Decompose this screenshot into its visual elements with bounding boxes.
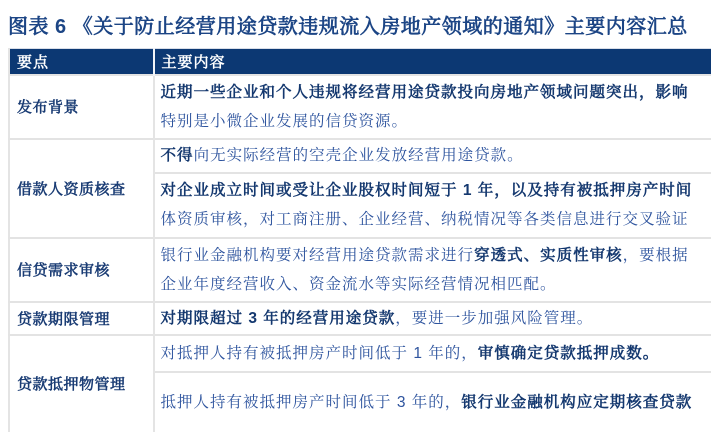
header-cell-keypoints: 要点: [9, 49, 154, 75]
row-label-borrower-check: 借款人资质核查: [9, 139, 154, 238]
content-line: 银行业金融机构要对经营用途贷款需求进行穿透式、实质性审核，要根据: [160, 246, 689, 264]
row-label-loan-term: 贷款期限管理: [9, 302, 154, 335]
content-line: 对期限超过 3 年的经营用途贷款，要进一步加强风险管理。: [160, 309, 594, 327]
row-content-collateral-2: [154, 372, 711, 432]
row-content-loan-term: [154, 302, 711, 335]
row-content-borrower-check-1: [154, 139, 711, 173]
row-label-credit-demand: 信贷需求审核: [9, 238, 154, 302]
table-row-borrower-check: [9, 139, 711, 173]
figure-title: 图表 6 《关于防止经营用途贷款违规流入房地产领域的通知》主要内容汇总: [8, 16, 688, 38]
content-line: 对企业成立时间或受让企业股权时间短于 1 年，以及持有被抵押房产时间: [160, 182, 693, 199]
row-content-borrower-check-2: [154, 173, 711, 238]
table-row-credit-demand: [9, 238, 711, 302]
content-line: 抵押人持有被抵押房产时间低于 3 年的，银行业金融机构应定期核查贷款: [160, 393, 693, 411]
content-line: 体资质审核，对工商注册、企业经营、纳税情况等各类信息进行交叉验证: [160, 211, 689, 228]
content-line: 近期一些企业和个人违规将经营用途贷款投向房地产领域问题突出，影响: [160, 83, 689, 101]
content-line: 企业年度经营收入、资金流水等实际经营情况相匹配。: [160, 275, 557, 293]
row-content-credit-demand: [154, 238, 711, 302]
table-row-collateral: [9, 335, 711, 372]
row-label-background: 发布背景: [9, 75, 154, 139]
content-line: 不得向无实际经营的空壳企业发放经营用途贷款。: [160, 147, 524, 164]
table-row-background: [9, 75, 711, 139]
summary-table: [8, 48, 711, 432]
table-header-row: [9, 49, 711, 75]
table-row-loan-term: [9, 302, 711, 335]
content-line: 特别是小微企业发展的信贷资源。: [160, 112, 409, 130]
row-content-background: [154, 75, 711, 139]
row-label-collateral: 贷款抵押物管理: [9, 335, 154, 432]
header-cell-main-content: 主要内容: [154, 49, 711, 75]
row-content-collateral-1: [154, 335, 711, 372]
content-line: 对抵押人持有被抵押房产时间低于 1 年的，审慎确定贷款抵押成数。: [160, 344, 660, 362]
